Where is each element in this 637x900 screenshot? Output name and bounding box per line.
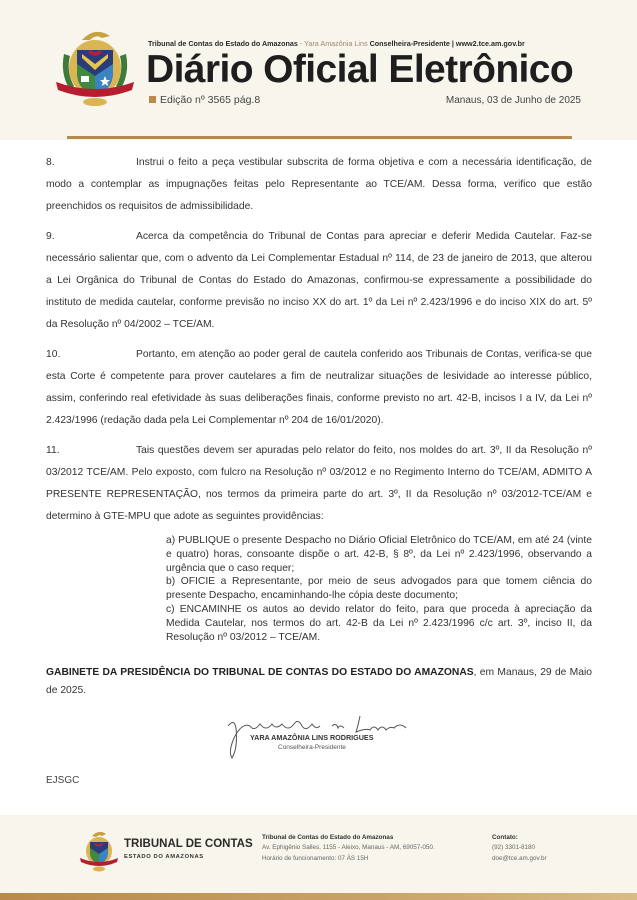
president-name: Yara Amazônia Lins xyxy=(304,39,368,48)
footer-coat-of-arms-icon xyxy=(78,828,120,874)
list-item-c: c) ENCAMINHE os autos ao devido relator do feito, para que proceda à apreciação da Medida Cautelar, nos termos do art. 42-B da Lei nº 2.423/1996 c/c art. 3º, inciso II, da Resolução nº 03/2012 – TCE/AM. xyxy=(166,603,592,643)
list-item-b: b) OFICIE a Representante, por meio de seus advogados para que tomem ciência do presente Despacho, encaminhando-lhe cópia deste documento; xyxy=(166,576,592,602)
footer-accent-bar xyxy=(0,893,637,900)
footer-phone: (92) 3301-8180 xyxy=(492,844,536,852)
edition-info xyxy=(149,94,260,106)
footer-address xyxy=(262,833,435,864)
website-link[interactable]: www2.tce.am.gov.br xyxy=(455,39,525,48)
signatory-role: Conselheira-Presidente xyxy=(278,744,346,751)
closing-statement xyxy=(46,664,592,700)
document-body xyxy=(46,152,592,700)
square-bullet-icon xyxy=(149,96,156,103)
paragraph-text: Instrui o feito a peça vestibular subscrita de forma objetiva e com a necessária identificação, de modo a contemplar as impugnações feitas pelo Representante ao TCE/AM. Dessa forma, verifico que estão preenchidos os requisitos de admissibilidade. xyxy=(46,157,592,212)
paragraph-10 xyxy=(46,344,592,432)
footer-street-address: Av. Ephigênio Salles, 1155 - Aleixo, Manaus - AM, 69057-050. xyxy=(262,844,435,852)
footer-brand: TRIBUNAL DE CONTAS xyxy=(124,838,253,850)
closing-bold: GABINETE DA PRESIDÊNCIA DO TRIBUNAL DE CONTAS DO ESTADO DO AMAZONAS xyxy=(46,667,474,679)
separator: - xyxy=(297,39,305,48)
paragraph-number: 8. xyxy=(46,157,55,168)
header-divider xyxy=(67,136,572,139)
signatory-name: YARA AMAZÔNIA LINS RODRIGUES xyxy=(250,733,374,742)
paragraph-number: 9. xyxy=(46,231,55,242)
paragraph-text: Acerca da competência do Tribunal de Contas para apreciar e deferir Medida Cautelar. Faz-se necessário salientar que, com o advento da Lei Complementar Estadual nº 114, de 23 de janeiro de 2013, que alterou a Lei Orgânica do Tribunal de Contas do Estado do Amazonas, confirmou-se expressamente a possibilidade do instituto de medida cautelar, conforme previsão no inciso XX do art. 1º da Lei nº 2.423/1996 e do inciso XIX do art. 5º da Resolução nº 04/2002 – TCE/AM. xyxy=(46,231,592,330)
footer-contact-title: Contato: xyxy=(492,834,518,841)
footer-hours: Horário de funcionamento: 07 ÀS 15H xyxy=(262,854,369,862)
document-initials: EJSGC xyxy=(46,775,80,786)
org-name: Tribunal de Contas do Estado do Amazonas xyxy=(148,39,298,48)
measures-list xyxy=(166,534,592,644)
pipe-separator: | xyxy=(449,39,456,48)
president-role: Conselheira-Presidente xyxy=(369,39,450,48)
header-info-line xyxy=(148,39,525,48)
paragraph-text: Portanto, em atenção ao poder geral de cautela conferido aos Tribunais de Contas, verifica-se que esta Corte é competente para prover cautelares a fim de neutralizar situações de lesividade ao interesse público, assim, conferindo real efetividade às suas deliberações finais, conforme previsto no art. 42-B, incisos I a IV, da Lei nº 2.423/1996 (redação dada pela Lei Complementar nº 204 de 16/01/2020). xyxy=(46,349,592,426)
paragraph-11 xyxy=(46,440,592,528)
paragraph-text: Tais questões devem ser apuradas pelo relator do feito, nos moldes do art. 3º, II da Resolução nº 03/2012 TCE/AM. Pelo exposto, com fulcro na Resolução nº 03/2012 e no Regimento Interno do TCE/AM, ADMITO A PRESENTE REPRESENTAÇÃO, nos termos da primeira parte do art. 3º, II da Resolução nº 03/2012-TCE/AM e determino à GTE-MPU que adote as seguintes providências: xyxy=(46,445,592,522)
paragraph-number: 10. xyxy=(46,349,61,360)
closing-rest: , em Manaus, 29 de Maio de 2025. xyxy=(46,667,593,697)
paragraph-9 xyxy=(46,226,592,336)
paragraph-number: 11. xyxy=(46,445,60,456)
edition-label: Edição nº 3565 pág.8 xyxy=(160,94,261,106)
publication-date: Manaus, 03 de Junho de 2025 xyxy=(445,95,581,106)
footer-address-title: Tribunal de Contas do Estado do Amazonas xyxy=(262,834,394,841)
footer-email[interactable]: doe@tce.am.gov.br xyxy=(492,854,547,862)
paragraph-8 xyxy=(46,152,592,218)
footer-contact xyxy=(492,833,547,864)
coat-of-arms-icon xyxy=(52,24,138,110)
list-item-a: a) PUBLIQUE o presente Despacho no Diário Oficial Eletrônico do TCE/AM, em até 24 (vinte e quatro) horas, consoante dispõe o art. 42-B, § 8º, da Lei nº 2.423/1996, observando a urgência que o caso requer; xyxy=(166,535,592,574)
footer-brand-subtitle: ESTADO DO AMAZONAS xyxy=(124,854,204,860)
page-title: Diário Oficial Eletrônico xyxy=(146,48,574,91)
